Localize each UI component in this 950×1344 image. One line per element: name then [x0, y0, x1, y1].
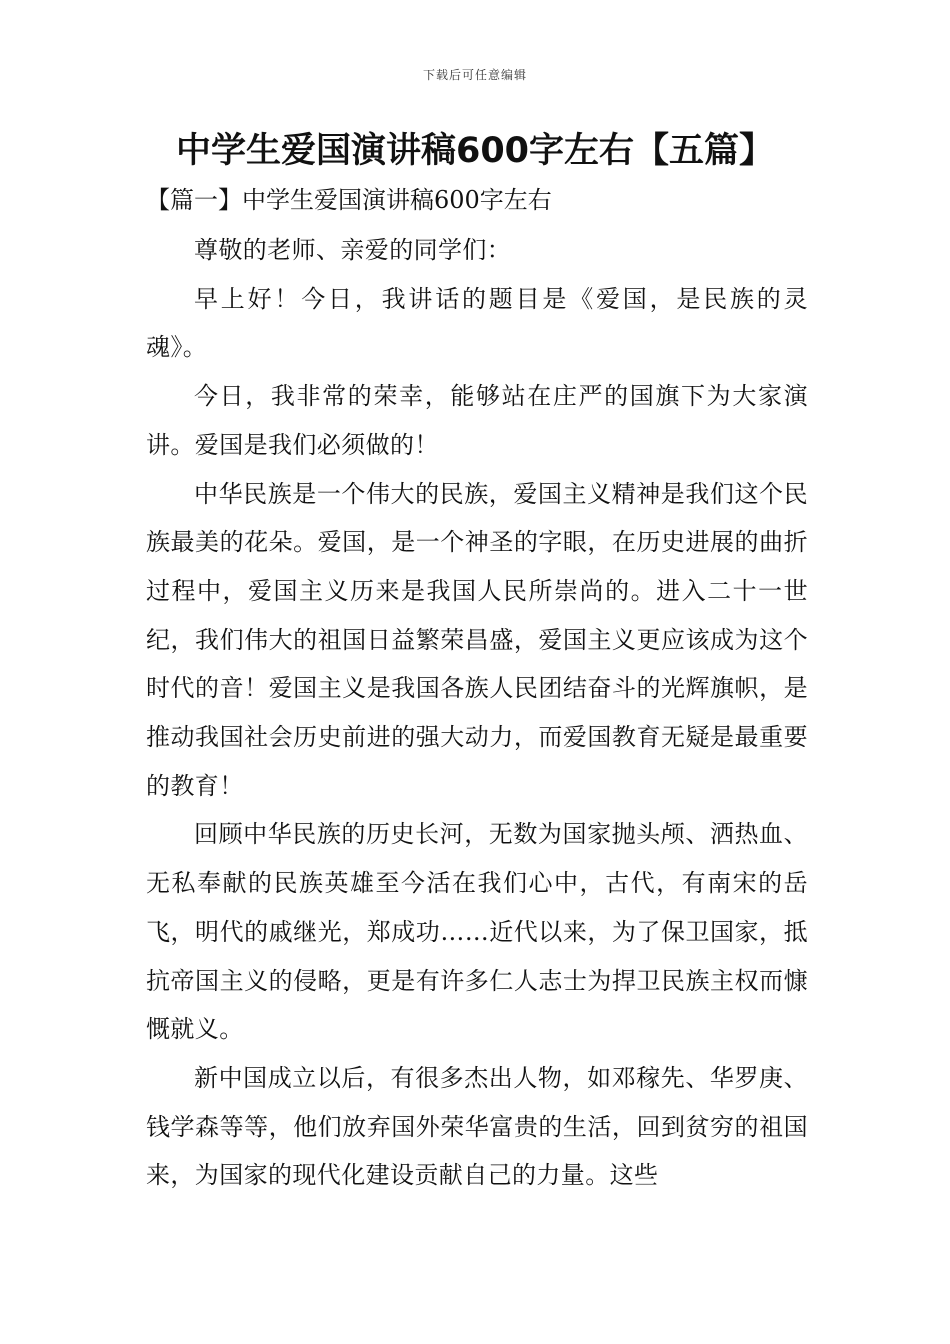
paragraph-history: 回顾中华民族的历史长河，无数为国家抛头颅、洒热血、无私奉献的民族英雄至今活在我们心中，古代，有南宋的岳飞，明代的戚继光，郑成功……近代以来，为了保卫国家，抵抗帝国主义的侵略，更是有许多仁人志士为捍卫民族主权而慷慨就义。: [146, 820, 808, 1044]
document-title: 中学生爱国演讲稿600字左右【五篇】: [175, 131, 775, 171]
section-heading: 【篇一】中学生爱国演讲稿600字左右: [146, 186, 552, 214]
header-note: 下载后可任意编辑: [422, 68, 527, 82]
body-text: [146, 226, 808, 1200]
paragraph-new-china: 新中国成立以后，有很多杰出人物，如邓稼先、华罗庚、钱学森等等，他们放弃国外荣华富贵的生活，回到贫穷的祖国来，为国家的现代化建设贡献自己的力量。这些: [146, 1063, 808, 1190]
paragraph-topic: 早上好！今日，我讲话的题目是《爱国，是民族的灵魂》。: [146, 284, 808, 362]
paragraph-patriotism: 中华民族是一个伟大的民族，爱国主义精神是我们这个民族最美的花朵。爱国，是一个神圣的字眼，在历史进展的曲折过程中，爱国主义历来是我国人民所崇尚的。进入二十一世纪，我们伟大的祖国日益繁荣昌盛，爱国主义更应该成为这个时代的音！爱国主义是我国各族人民团结奋斗的光辉旗帜，是推动我国社会历史前进的强大动力，而爱国教育无疑是最重要的教育！: [146, 479, 808, 800]
paragraph-intro: 今日，我非常的荣幸，能够站在庄严的国旗下为大家演讲。爱国是我们必须做的！: [146, 382, 808, 459]
paragraph-greeting: 尊敬的老师、亲爱的同学们：: [194, 236, 512, 264]
